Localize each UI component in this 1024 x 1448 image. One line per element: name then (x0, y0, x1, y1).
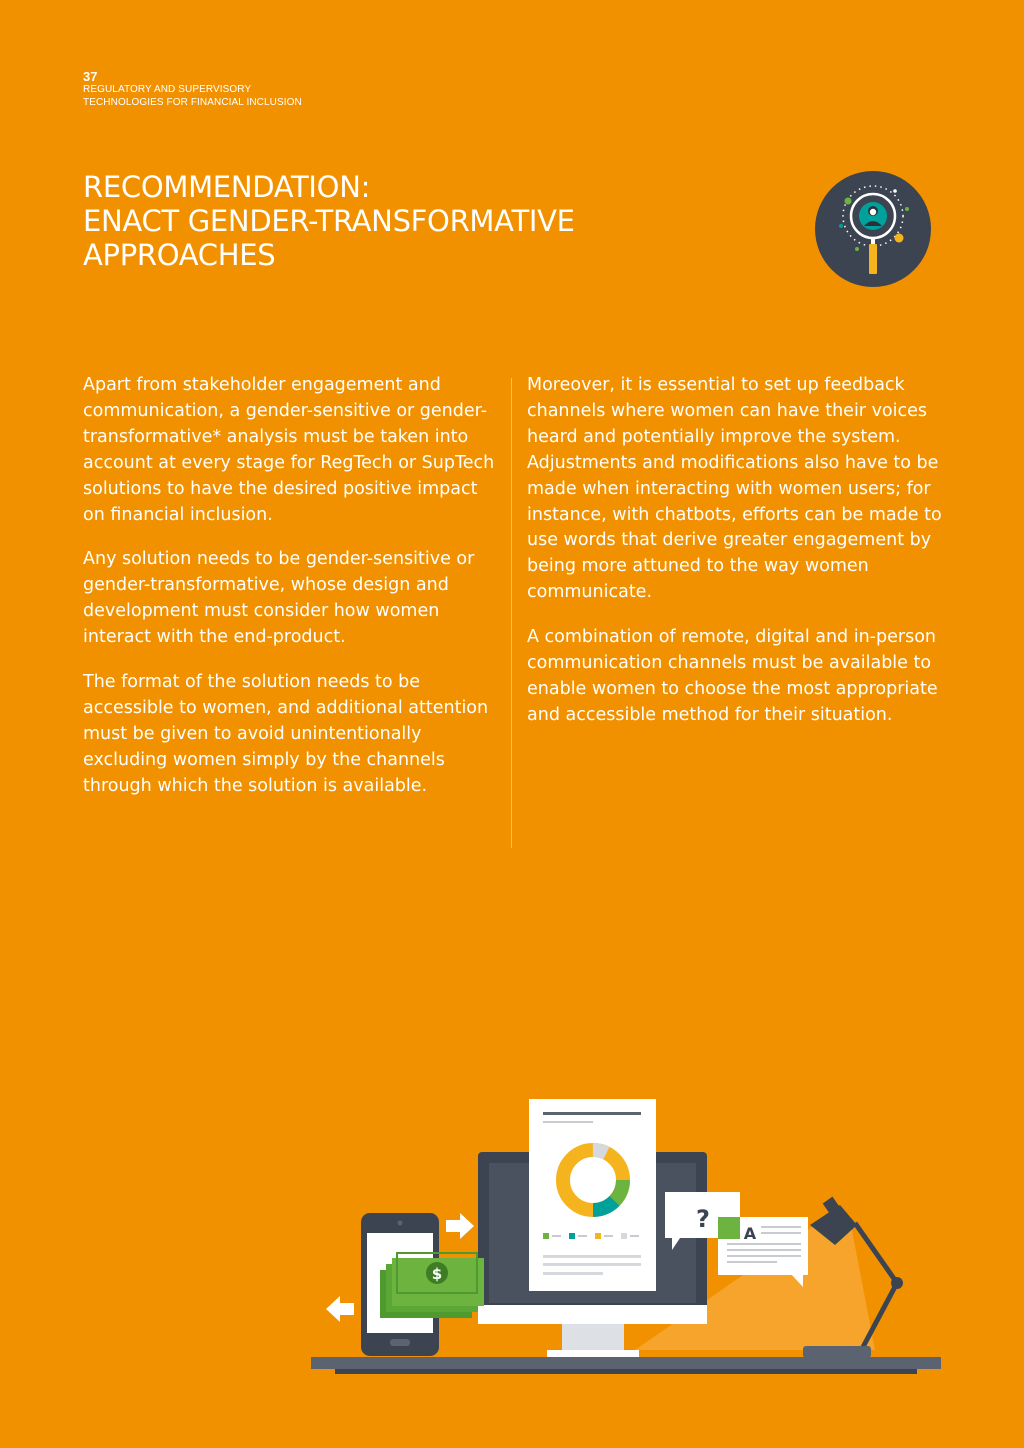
magnifier-woman-icon (815, 171, 931, 287)
paragraph: Moreover, it is essential to set up feedback channels where women can have their voices heard and potentially improve the system. Adjustments and modifications also have to be made when interacting with women users; for instance, with chatbots, efforts can be made to use words that derive greater engagement by being more attuned to the way women communicate. (527, 375, 942, 603)
column-divider (511, 378, 512, 848)
report-sheet-icon (529, 1099, 656, 1291)
chat-letter: A (743, 1224, 757, 1243)
paragraph: Apart from stakeholder engagement and communication, a gender-sensitive or gender-transformative* analysis must be taken into account at every stage for RegTech or SupTech solutions to have the desired positive impact on financial inclusion. (83, 375, 495, 525)
paragraph: The format of the solution needs to be accessible to women, and additional attention must be given to avoid unintentionally excluding women simply by the channels through which the solution is available. (83, 672, 489, 796)
paragraph: Any solution needs to be gender-sensitive or gender-transformative, whose design and development must consider how women interact with the end-product. (83, 549, 475, 648)
section-title-line-3: APPROACHES (83, 238, 276, 272)
money-icon (380, 1253, 484, 1318)
page-number: 37 (83, 69, 98, 84)
right-column (527, 373, 957, 748)
section-title-line-1: RECOMMENDATION: (83, 170, 371, 204)
dollar-sign: $ (431, 1265, 443, 1283)
question-mark: ? (696, 1205, 710, 1233)
arrow-right-icon (446, 1213, 474, 1239)
page-header (83, 70, 302, 109)
paragraph: A combination of remote, digital and in-person communication channels must be available to enable women to choose the most appropriate and accessible method for their situation. (527, 627, 938, 725)
report-title-line-2: TECHNOLOGIES FOR FINANCIAL INCLUSION (83, 97, 302, 108)
left-column (83, 373, 503, 819)
arrow-left-icon (326, 1296, 354, 1322)
section-title (83, 170, 575, 272)
report-title-line-1: REGULATORY AND SUPERVISORY (83, 84, 252, 95)
desk-illustration (305, 1095, 945, 1380)
section-title-line-2: ENACT GENDER-TRANSFORMATIVE (83, 204, 575, 238)
